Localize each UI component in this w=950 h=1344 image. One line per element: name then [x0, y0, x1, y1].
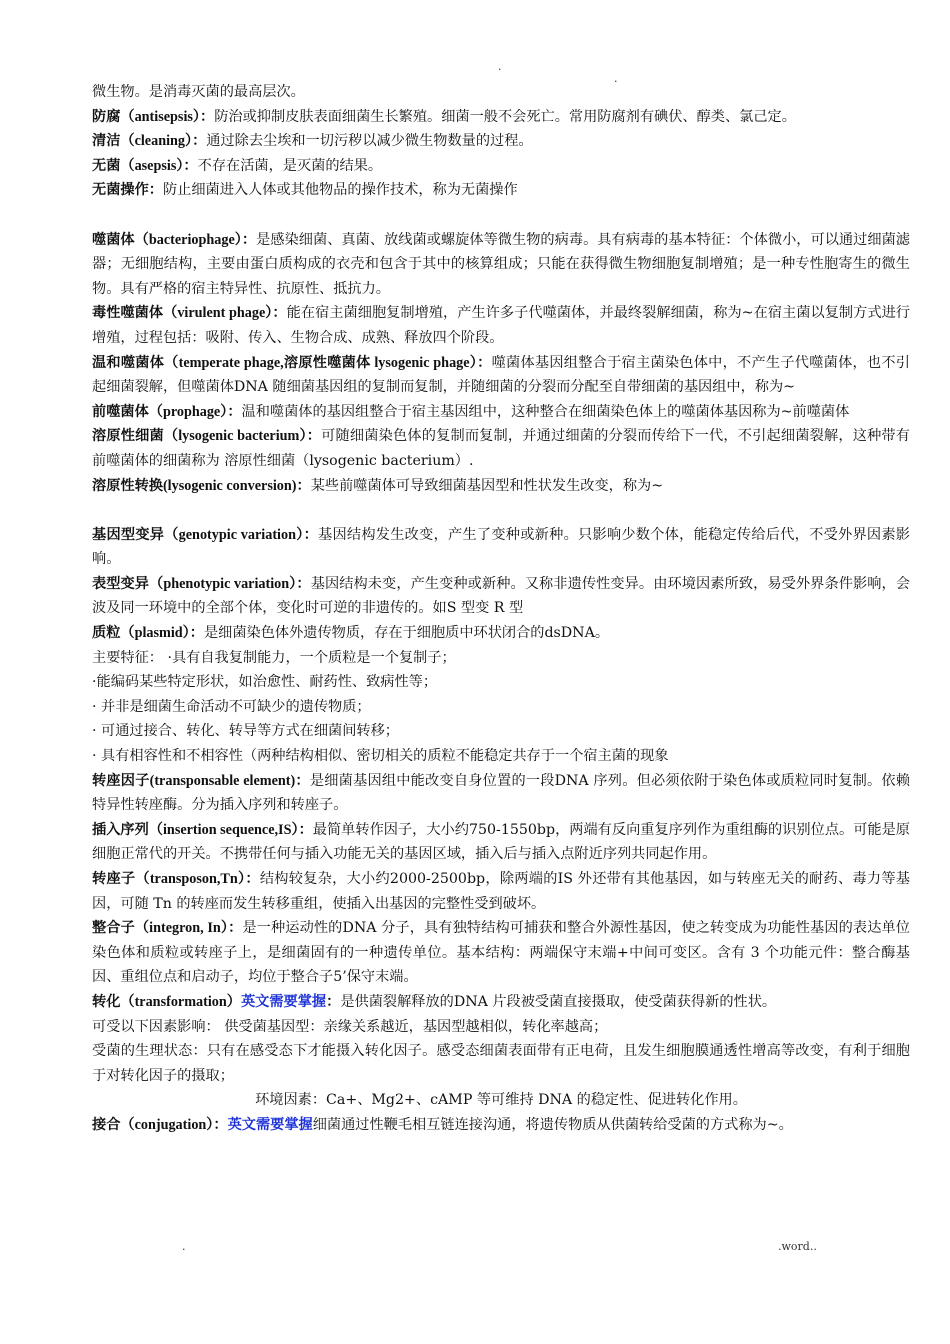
paragraph-asepsis: 无菌（asepsis）：不存在活菌，是灭菌的结果。: [92, 157, 383, 174]
list-item: 主要特征： ·具有自我复制能力，一个质粒是一个复制子；: [92, 649, 456, 666]
paragraph-integron: 整合子（integron, In）：是一种运动性的DNA 分子，具有独特结构可捕获和整合外源性基因，使之转变成为功能性基因的表达单位染色体和质粒或转座子上，是细菌固有的一种遗传单位。基本结构：两端保守末端+中间可变区。含有 3 个功能元件：整合酶基因、重组位点和启动子，均位于整合子5’保守末端。: [92, 920, 910, 986]
paragraph-prophage: 前噬菌体（prophage）：温和噬菌体的基因组整合于宿主基因组中，这种整合在细菌染色体上的噬菌体基因称为~前噬菌体: [92, 403, 850, 420]
paragraph: 微生物。是消毒灭菌的最高层次。: [92, 84, 305, 100]
paragraph-physiological-state: 受菌的生理状态：只有在感受态下才能摄入转化因子。感受态细菌表面带有正电荷，且发生细胞膜通透性增高等改变，有利于细胞于对转化因子的摄取；: [92, 1043, 910, 1084]
paragraph-transformation: 转化（transformation）英文需要掌握：是供菌裂解释放的DNA 片段被受菌直接摄取，使受菌获得新的性状。: [92, 993, 777, 1010]
paragraph-cleaning: 清洁（cleaning）：通过除去尘埃和一切污秽以减少微生物数量的过程。: [92, 133, 533, 150]
paragraph-lysogenic-bacterium: 溶原性细菌（lysogenic bacterium）：可随细菌染色体的复制而复制，并通过细菌的分裂而传给下一代，不引起细菌裂解，这种带有前噬菌体的细菌称为 溶原性细菌（lysogenic bacterium）.: [92, 428, 910, 469]
footer-word: .word..: [778, 1240, 817, 1253]
footer-dot: .: [182, 1240, 186, 1253]
paragraph-plasmid: 质粒（plasmid）：是细菌染色体外遗传物质，存在于细胞质中环状闭合的dsDNA。: [92, 625, 610, 642]
list-item: · 具有相容性和不相容性（两种结构相似、密切相关的质粒不能稳定共存于一个宿主菌的现象: [92, 748, 669, 765]
paragraph-environment: 环境因素：Ca+、Mg2+、cAMP 等可维持 DNA 的稳定性、促进转化作用。: [255, 1092, 747, 1109]
paragraph-aseptic-technique: 无菌操作：防止细菌进入人体或其他物品的操作技术，称为无菌操作: [92, 182, 518, 199]
header-dot: .: [614, 72, 618, 85]
paragraph-bacteriophage: 噬菌体（bacteriophage）：是感染细菌、真菌、放线菌或螺旋体等微生物的病毒。具有病毒的基本特征：个体微小，可以通过细菌滤器；无细胞结构，主要由蛋白质构成的衣壳和包含于其中的核算组成；只能在获得微生物细胞复制增殖；是一种专性胞寄生的微生物。具有严格的宿主特异性、抗原性、抵抗力。: [92, 231, 910, 297]
header-dot: .: [498, 60, 502, 73]
paragraph-transposable-element: 转座因子(transponsable element)：是细菌基因组中能改变自身位置的一段DNA 序列。但必须依附于染色体或质粒同时复制。依赖特异性转座酶。分为插入序列和转座子。: [92, 772, 910, 814]
list-item: ·能编码某些特定形状，如治愈性、耐药性、致病性等；: [92, 674, 438, 691]
paragraph-insertion-sequence: 插入序列（insertion sequence,IS）：最简单转作因子，大小约750-1550bp，两端有反向重复序列作为重组酶的识别位点。可能是原细胞正常代的开关。不携带任何与插入功能无关的基因区域，插入后与插入点附近序列共同起作用。: [92, 821, 910, 863]
document-body: [92, 80, 910, 1138]
paragraph-temperate-phage: 温和噬菌体（temperate phage,溶原性噬菌体 lysogenic phage）：噬菌体基因组整合于宿主菌染色体中，不产生子代噬菌体，也不引起细菌裂解，但噬菌体DNA 随细菌基因组的复制而复制，并随细菌的分裂而分配至自带细菌的基因组中，称为~: [92, 354, 910, 396]
paragraph-transposon: 转座子（transposon,Tn）：结构较复杂，大小约2000-2500bp，除两端的IS 外还带有其他基因，如与转座无关的耐药、毒力等基因，可随 Tn 的转座而发生转移重组，使插入出基因的完整性受到破坏。: [92, 871, 910, 912]
paragraph-phenotypic-variation: 表型变异（phenotypic variation）：基因结构未变，产生变种或新种。又称非遗传性变异。由环境因素所致，易受外界条件影响，会波及同一环境中的全部个体，变化时可逆的非遗传的。如S 型变 R 型: [92, 575, 910, 617]
list-item: · 可通过接合、转化、转导等方式在细菌间转移；: [92, 723, 399, 740]
paragraph-antisepsis: 防腐（antisepsis）：防治或抑制皮肤表面细菌生长繁殖。细菌一般不会死亡。常用防腐剂有碘伏、醇类、氯己定。: [92, 108, 796, 125]
paragraph-conjugation: 接合（conjugation）：英文需要掌握细菌通过性鞭毛相互链连接沟通，将遗传物质从供菌转给受菌的方式称为~。: [92, 1116, 793, 1133]
list-item: · 并非是细菌生命活动不可缺少的遗传物质；: [92, 698, 371, 715]
paragraph-virulent-phage: 毒性噬菌体（virulent phage）：能在宿主菌细胞复制增殖，产生许多子代噬菌体，并最终裂解细菌，称为~在宿主菌以复制方式进行增殖，过程包括：吸附、传入、生物合成、成熟、释放四个阶段。: [92, 305, 910, 346]
paragraph-lysogenic-conversion: 溶原性转换(lysogenic conversion)：某些前噬菌体可导致细菌基因型和性状发生改变，称为~: [92, 477, 664, 494]
paragraph-genotypic-variation: 基因型变异（genotypic variation）：基因结构发生改变，产生了变种或新种。只影响少数个体，能稳定传给后代，不受外界因素影响。: [92, 526, 910, 568]
paragraph-factors: 可受以下因素影响： 供受菌基因型：亲缘关系越近，基因型越相似，转化率越高；: [92, 1018, 608, 1035]
